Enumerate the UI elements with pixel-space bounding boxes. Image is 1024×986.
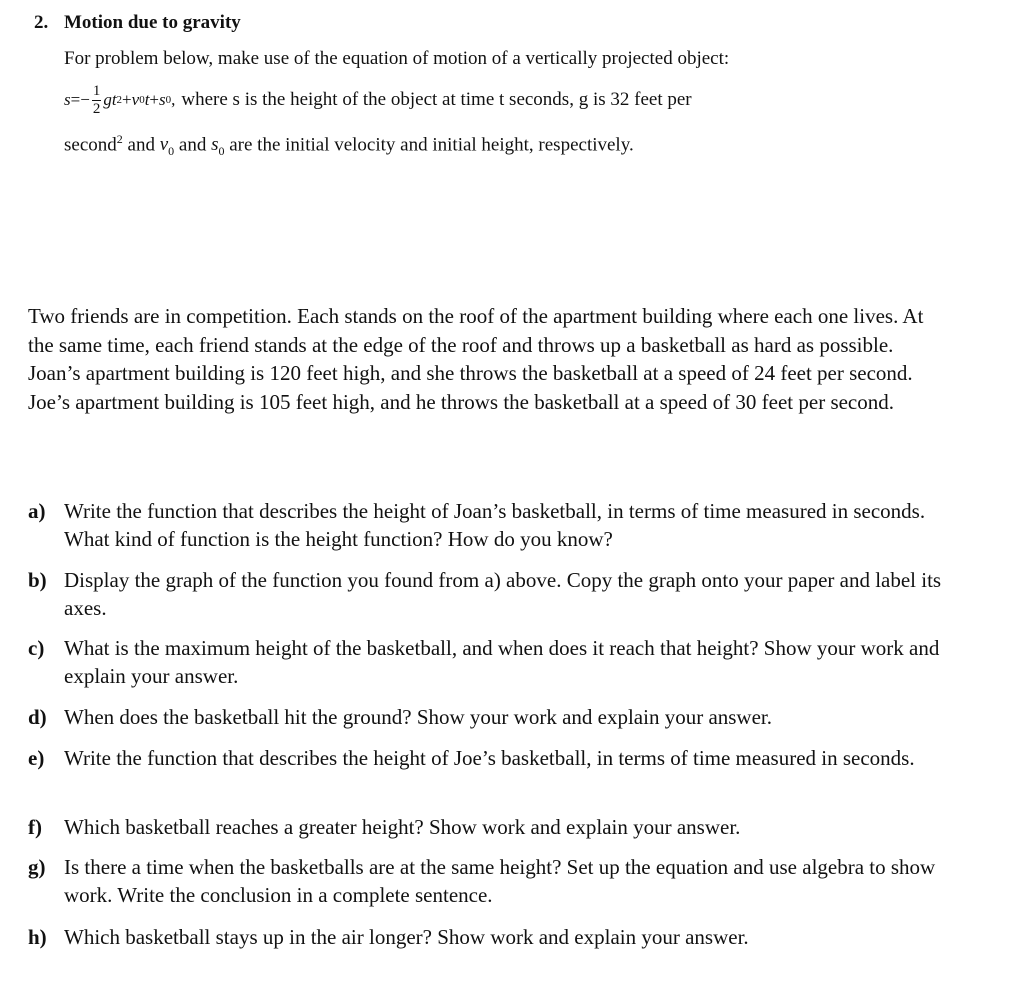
eq-comma: ,	[171, 90, 176, 109]
eq-v: v	[131, 90, 140, 109]
eq-plus1: +	[122, 90, 132, 109]
eq-equals: =	[70, 90, 81, 109]
eq-s-subscript: 0	[165, 94, 172, 106]
question-label: c)	[28, 636, 45, 660]
equation-line	[64, 76, 692, 124]
question-text: Which basketball reaches a greater height? Show work and explain your answer.	[64, 815, 741, 839]
eq-t: t	[144, 90, 150, 109]
line3-c: and	[174, 134, 212, 156]
question-label: a)	[28, 499, 46, 523]
eq-minus: −	[80, 90, 90, 109]
eq-term1: gt	[103, 90, 117, 109]
question-text: Write the function that describes the height of Joan’s basketball, in terms of time measured in seconds. What kind of function is the height function? How do you know?	[64, 499, 926, 551]
question-text: What is the maximum height of the basketball, and when does it reach that height? Show your work and explain your answer.	[64, 636, 940, 688]
section-number: 2.	[34, 12, 49, 33]
eq-fraction-denominator: 2	[92, 100, 101, 117]
intro-line3	[64, 132, 634, 159]
question-label: f)	[28, 815, 42, 839]
question-text: Is there a time when the basketballs are at the same height? Set up the equation and use algebra to show work. Write the conclusion in a complete sentence.	[64, 855, 936, 907]
question-label: d)	[28, 705, 47, 729]
eq-fraction	[92, 83, 102, 118]
eq-plus2: +	[149, 90, 160, 109]
motion-equation	[64, 83, 175, 118]
problem-paragraph: Two friends are in competition. Each stands on the roof of the apartment building where each one lives. At the same time, each friend stands at the edge of the roof and throws up a basketball as hard as possible. Joan’s apartment building is 120 feet high, and she throws the basketball at a speed of 24 feet per second. Joe’s apartment building is 105 feet high, and he throws the basketball at a speed of 30 feet per second.	[28, 304, 924, 414]
section-title: Motion due to gravity	[64, 12, 241, 33]
line3-s: $s_0$	[211, 134, 225, 159]
line3-v: $v_0$	[159, 134, 175, 159]
line3-d: are the initial velocity and initial height, respectively.	[224, 134, 634, 156]
question-text: Display the graph of the function you found from a) above. Copy the graph onto your paper and label its axes.	[64, 568, 942, 620]
question-text: Write the function that describes the height of Joe’s basketball, in terms of time measured in seconds.	[64, 746, 915, 770]
question-text: When does the basketball hit the ground? Show your work and explain your answer.	[64, 705, 773, 729]
eq-term1-exponent: 2	[116, 94, 123, 106]
question-label: e)	[28, 746, 45, 770]
intro-line2-rest: where s is the height of the object at time t seconds, g is 32 feet per	[181, 89, 692, 110]
eq-v-subscript: 0	[139, 94, 145, 106]
question-text: Which basketball stays up in the air longer? Show work and explain your answer.	[64, 925, 749, 949]
line3-sup: 2	[116, 132, 123, 146]
line3-a: second	[64, 134, 117, 156]
line3-b: and	[122, 134, 160, 156]
intro-line: For problem below, make use of the equation of motion of a vertically projected object:	[64, 48, 730, 69]
question-label: h)	[28, 925, 47, 949]
question-label: g)	[28, 855, 46, 879]
question-label: b)	[28, 568, 47, 592]
eq-lhs: s	[64, 90, 71, 109]
eq-fraction-numerator: 1	[92, 82, 101, 99]
eq-s: s	[159, 90, 166, 109]
